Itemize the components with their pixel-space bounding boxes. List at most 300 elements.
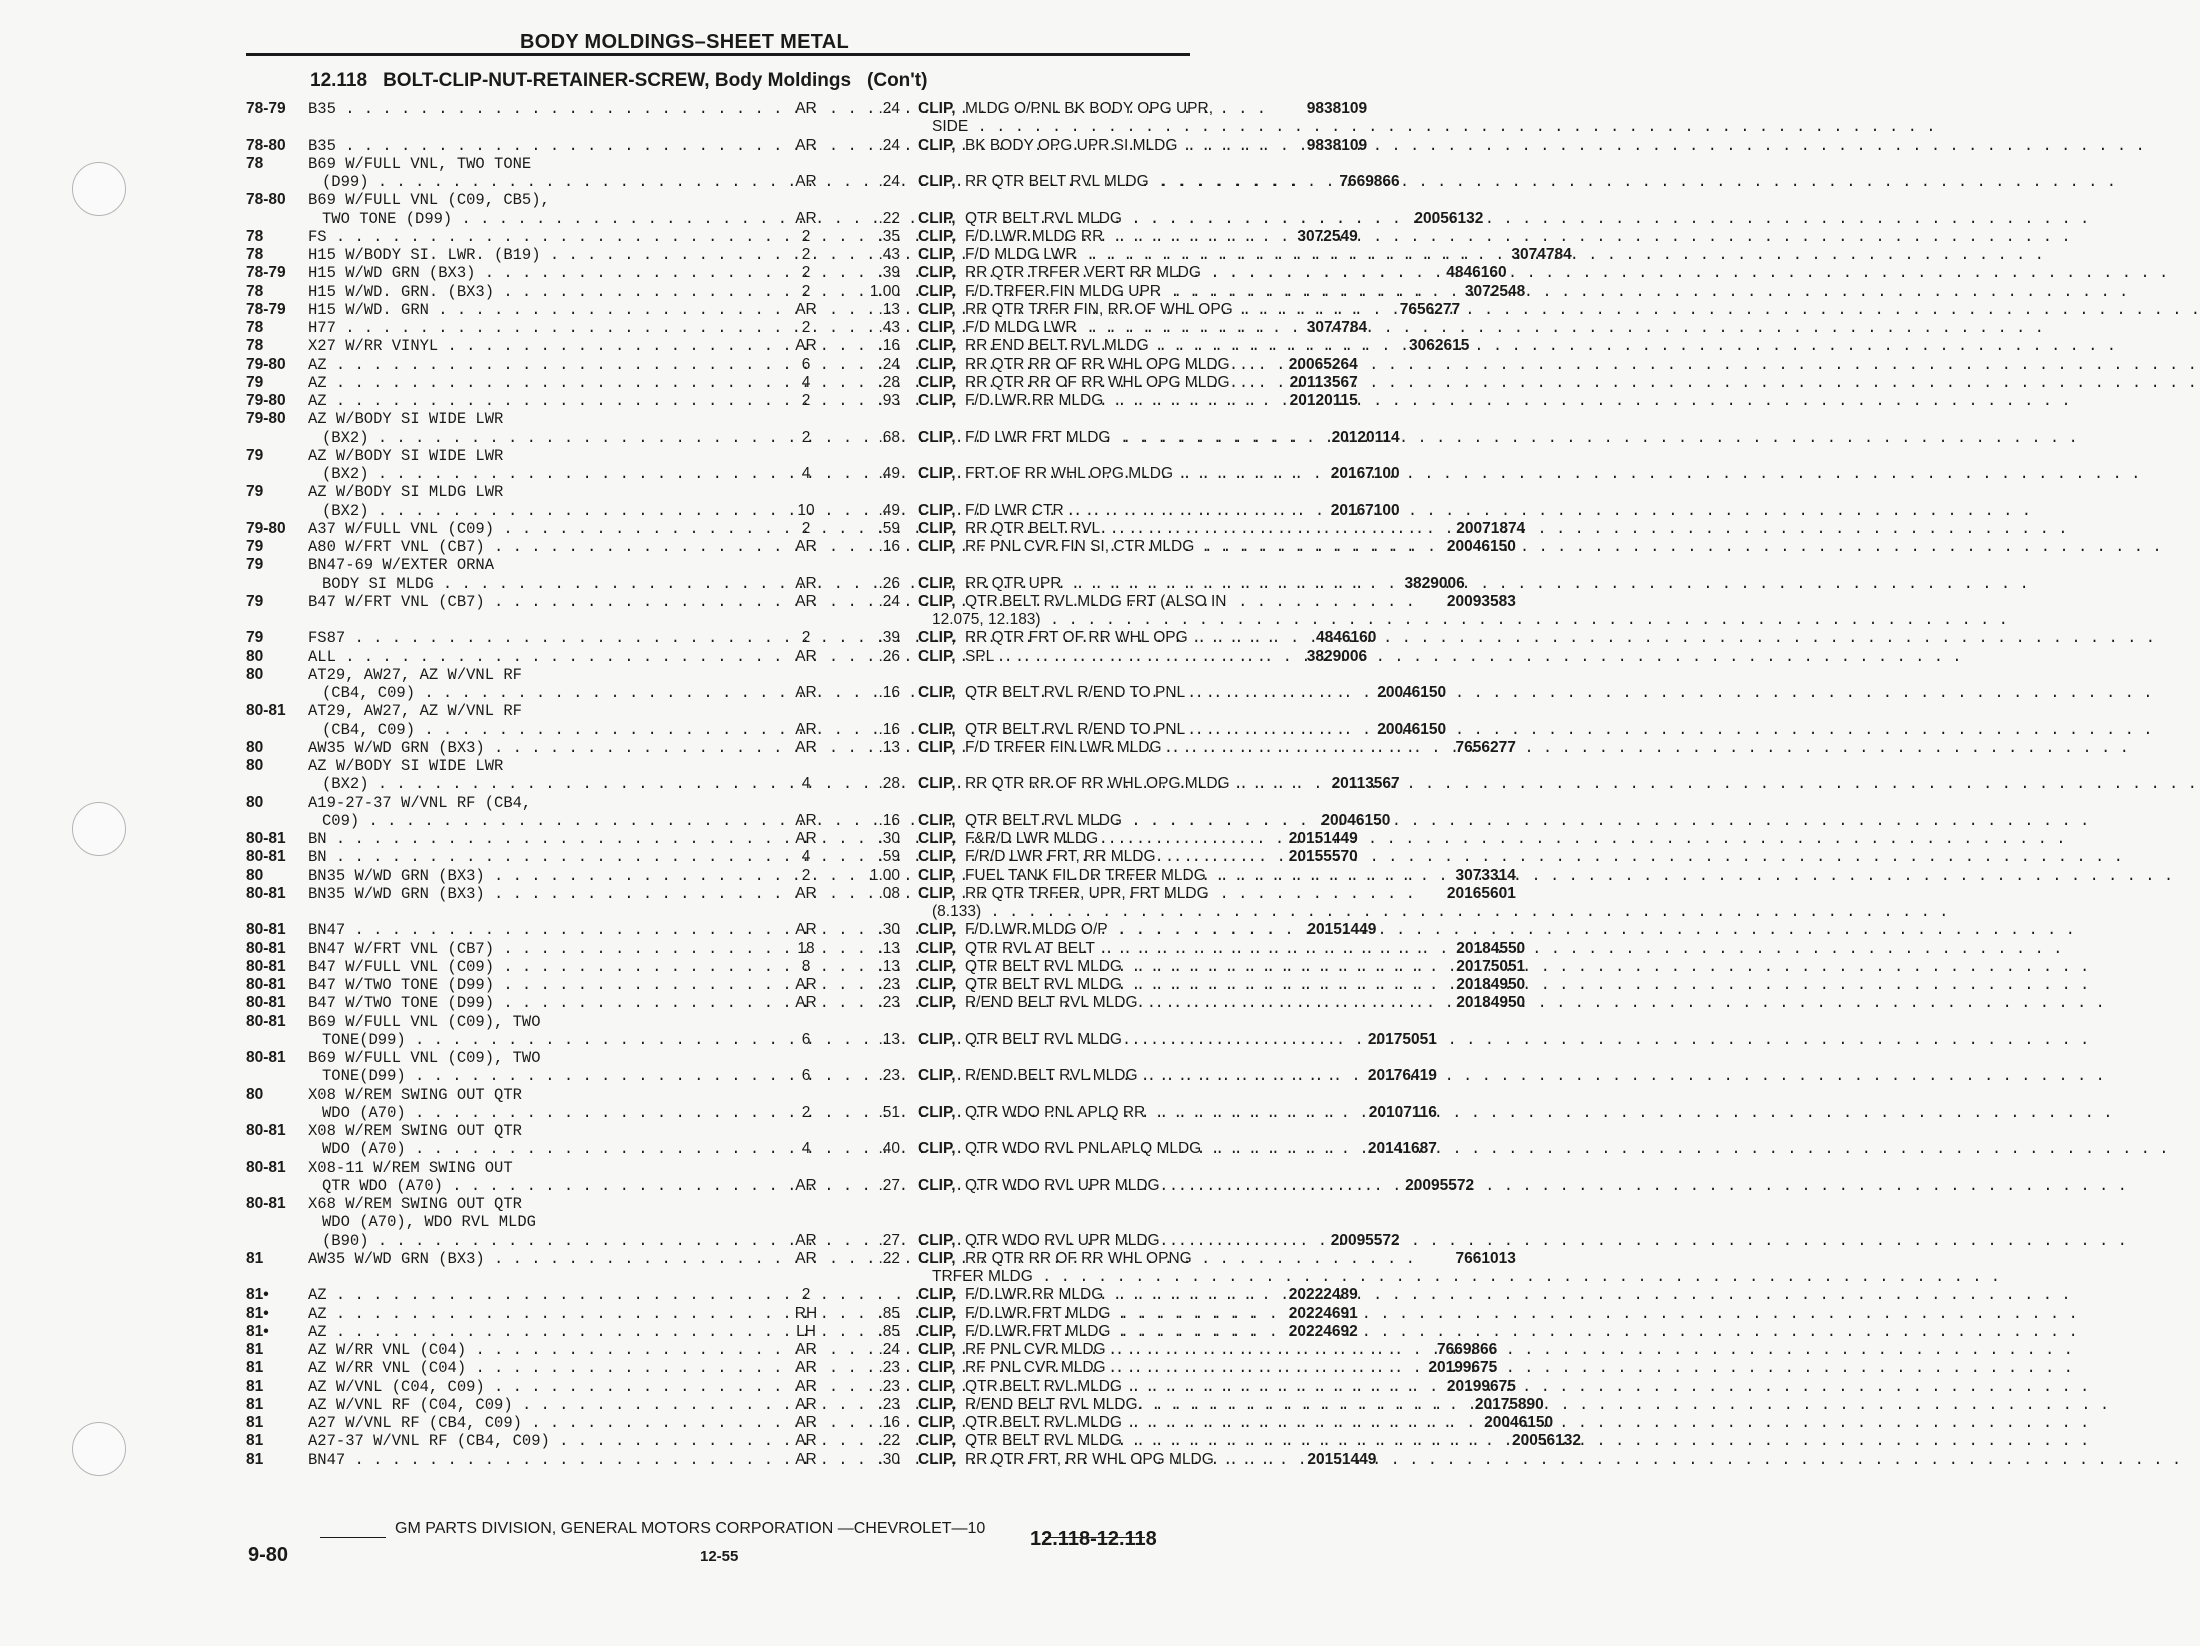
model-year: 81 bbox=[246, 1432, 264, 1450]
parts-row bbox=[246, 702, 1447, 739]
quantity: 2 bbox=[801, 264, 811, 282]
group-heading bbox=[310, 70, 927, 92]
group-title: BOLT-CLIP-NUT-RETAINER-SCREW, Body Moldings bbox=[383, 70, 852, 91]
part-description: RR QTR RR OF RR WHL OPG MLDG bbox=[964, 775, 1230, 793]
clip-label: CLIP, bbox=[918, 209, 956, 227]
price: .43 bbox=[878, 246, 900, 263]
quantity: AR bbox=[795, 538, 817, 555]
part-number: 7661013 bbox=[1455, 1249, 1516, 1267]
description-cell bbox=[918, 994, 1190, 1012]
parts-row bbox=[246, 519, 1526, 538]
clip-label: CLIP, bbox=[918, 392, 956, 409]
part-number: 4846160 bbox=[1446, 264, 1507, 282]
part-description: QTR RVL AT BELT bbox=[964, 939, 1096, 957]
model-application: AZ W/BODY SI WIDE LWR bbox=[308, 446, 504, 465]
model-application: AZ W/BODY SI MLDG LWR bbox=[308, 483, 504, 502]
part-number: 20175890 bbox=[1474, 1395, 1544, 1413]
quantity: AR bbox=[795, 337, 817, 355]
model-application: (BX2) . . . bbox=[308, 502, 1299, 520]
part-description: QTR BELT RVL MLDG bbox=[964, 1432, 1122, 1450]
parts-row bbox=[246, 738, 1516, 757]
quantity: AR bbox=[795, 1231, 817, 1249]
parts-row bbox=[246, 136, 1368, 155]
clip-label: CLIP, bbox=[918, 775, 956, 793]
model-application: AW35 W/WD GRN (BX3) . . . bbox=[308, 1250, 1415, 1268]
model-application: B47 W/TWO TONE (D99) . . . bbox=[308, 994, 1424, 1012]
model-year: 80-81 bbox=[246, 921, 286, 939]
model-year: 80-81 bbox=[246, 1122, 286, 1139]
model-year: 78-80 bbox=[246, 191, 286, 209]
model-application: AZ . . . bbox=[308, 1286, 1257, 1304]
model-year: 79 bbox=[246, 373, 264, 391]
part-description: FUEL TANK FIL DR TRFER MLDG bbox=[964, 866, 1206, 884]
clip-label: CLIP, bbox=[918, 373, 956, 391]
part-description: RR QTR TRFR FIN, RR OF WHL OPG bbox=[964, 300, 1233, 318]
part-description: RR QTR FRT, RR WHL OPG MLDG bbox=[964, 1450, 1214, 1468]
price: .22 bbox=[878, 1432, 900, 1450]
parts-row bbox=[246, 355, 1358, 374]
quantity: AR bbox=[795, 136, 817, 154]
model-application: X68 W/REM SWING OUT QTR bbox=[308, 1195, 522, 1213]
part-description: QTR BELT RVL MLDG bbox=[964, 1414, 1122, 1431]
part-description: RF PNL CVR MLDG bbox=[964, 1359, 1106, 1377]
quantity: 4 bbox=[801, 775, 811, 793]
part-number: 20095572 bbox=[1330, 1231, 1400, 1249]
part-number: 4846160 bbox=[1316, 629, 1377, 647]
part-description: F/D TRFER FIN LWR MLDG bbox=[964, 738, 1162, 756]
description-cell bbox=[918, 684, 1190, 702]
parts-table bbox=[246, 100, 1581, 1469]
part-description: QTR BELT RVL MLDG bbox=[964, 957, 1122, 975]
clip-label: CLIP, bbox=[918, 465, 956, 482]
description-cell bbox=[918, 337, 1190, 355]
price: .13 bbox=[878, 1030, 900, 1048]
model-year: 80-81 bbox=[246, 939, 286, 957]
clip-label: CLIP, bbox=[918, 1304, 956, 1322]
model-year: 81 bbox=[246, 1341, 264, 1358]
price: .16 bbox=[878, 337, 900, 355]
group-suffix: (Con't) bbox=[867, 70, 928, 91]
description-cell bbox=[918, 629, 1190, 647]
model-application: X08 W/REM SWING OUT QTR bbox=[308, 1085, 522, 1104]
clip-label: CLIP, bbox=[918, 1140, 956, 1158]
model-year: 80 bbox=[246, 793, 264, 811]
part-number: 20046150 bbox=[1321, 811, 1391, 829]
parts-row bbox=[246, 446, 1400, 484]
parts-row bbox=[246, 921, 1377, 940]
quantity: AR bbox=[795, 1176, 817, 1194]
model-application: AZ . . . bbox=[308, 1305, 1257, 1323]
part-description: RR QTR BELT RVL MLDG bbox=[964, 173, 1149, 190]
description-cell bbox=[918, 830, 1190, 848]
part-number: 7656277 bbox=[1399, 300, 1461, 318]
clip-label: CLIP, bbox=[918, 501, 956, 519]
part-description: MLDG O/PNL BK BODY OPG UPR, bbox=[964, 100, 1213, 117]
model-year: 79 bbox=[246, 446, 264, 464]
price: .13 bbox=[878, 939, 900, 957]
part-number: 20184950 bbox=[1456, 976, 1526, 993]
part-description: TRFER MLDG bbox=[932, 1268, 1033, 1285]
model-application: B35 . . . bbox=[308, 100, 1266, 118]
parts-row bbox=[246, 1195, 1400, 1250]
parts-row bbox=[246, 1158, 1475, 1196]
part-description: RR QTR TRFER VERT RR MLDG bbox=[964, 264, 1201, 282]
clip-label: CLIP, bbox=[918, 1395, 956, 1413]
price: .24 bbox=[878, 173, 900, 190]
parts-row bbox=[246, 1286, 1358, 1305]
model-application: TONE(D99) . . . bbox=[308, 1031, 1336, 1049]
model-year: 78-80 bbox=[246, 136, 286, 154]
price: .39 bbox=[878, 629, 900, 647]
quantity: AR bbox=[795, 684, 817, 701]
model-year: 78-79 bbox=[246, 100, 286, 117]
model-application: BN . . . bbox=[308, 830, 1257, 848]
price: .59 bbox=[878, 848, 900, 866]
parts-row bbox=[246, 246, 1572, 264]
price: .23 bbox=[878, 1377, 900, 1395]
quantity: AR bbox=[795, 811, 817, 829]
clip-label: CLIP, bbox=[918, 1322, 956, 1340]
model-year: 81• bbox=[246, 1286, 269, 1304]
model-year: 78 bbox=[246, 154, 264, 172]
parts-row bbox=[246, 100, 1368, 137]
model-year: 80-81 bbox=[246, 702, 286, 720]
price: .08 bbox=[878, 884, 900, 902]
clip-label: CLIP, bbox=[918, 337, 956, 355]
model-year: 78 bbox=[246, 282, 264, 300]
quantity: AR bbox=[795, 1377, 817, 1395]
part-description: QTR BELT RVL MLDG bbox=[964, 811, 1122, 829]
model-application: X27 W/RR VINYL . . . bbox=[308, 337, 1368, 355]
model-year: 81 bbox=[246, 1377, 264, 1395]
part-number: 20155570 bbox=[1288, 848, 1358, 866]
price: .51 bbox=[878, 1103, 900, 1121]
parts-row bbox=[246, 629, 1377, 648]
quantity: LH bbox=[796, 1322, 816, 1340]
description-cell bbox=[918, 866, 1206, 885]
clip-label: CLIP, bbox=[918, 592, 956, 610]
part-number: 20199675 bbox=[1428, 1359, 1498, 1377]
description-cell bbox=[918, 137, 1190, 155]
parts-row bbox=[246, 1085, 1437, 1123]
clip-label: CLIP, bbox=[918, 227, 956, 245]
price: .24 bbox=[878, 355, 900, 373]
parts-row bbox=[246, 848, 1358, 867]
quantity: 6 bbox=[801, 1067, 811, 1085]
quantity: AR bbox=[795, 738, 817, 756]
model-application: AZ W/RR VNL (C04) . . . bbox=[308, 1359, 1396, 1377]
model-application: AZ W/VNL (C04, C09) . . . bbox=[308, 1378, 1415, 1396]
model-year: 79 bbox=[246, 483, 264, 501]
model-application: A80 W/FRT VNL (CB7) . . . bbox=[308, 538, 1415, 556]
price: .16 bbox=[878, 684, 900, 701]
model-year: 81 bbox=[246, 1414, 264, 1431]
quantity: AR bbox=[795, 1395, 817, 1413]
part-number: 3062615 bbox=[1409, 337, 1470, 355]
parts-row bbox=[246, 939, 1526, 958]
clip-label: CLIP, bbox=[918, 300, 956, 318]
parts-row bbox=[246, 793, 1391, 831]
parts-row bbox=[246, 1122, 1437, 1159]
part-description: RR QTR TRFER, UPR, FRT MLDG bbox=[964, 884, 1209, 902]
part-description: QTR WDO RVL UPR MLDG bbox=[964, 1176, 1160, 1194]
model-year: 80-81 bbox=[246, 884, 286, 902]
model-application: BN47 . . . bbox=[308, 1451, 1275, 1469]
quantity: AR bbox=[795, 976, 817, 993]
model-application: AW35 W/WD GRN (BX3) . . . bbox=[308, 739, 1415, 757]
clip-label: CLIP, bbox=[918, 173, 956, 190]
part-description: F/D LWR MLDG RR bbox=[964, 227, 1104, 245]
quantity: 2 bbox=[801, 1286, 811, 1304]
parts-row bbox=[246, 592, 1516, 630]
parts-row bbox=[246, 866, 1516, 885]
part-description: F/D LWR CTR bbox=[964, 501, 1064, 519]
price: .49 bbox=[878, 501, 900, 519]
model-year: 78-79 bbox=[246, 300, 286, 318]
quantity: 8 bbox=[801, 957, 811, 975]
quantity: AR bbox=[795, 1249, 817, 1267]
part-description: QTR BELT RVL R/END TO PNL bbox=[964, 684, 1186, 701]
quantity: 2 bbox=[801, 1103, 811, 1121]
price: .30 bbox=[878, 1450, 900, 1468]
part-description: RR QTR RR OF RR WHL OPG MLDG bbox=[964, 355, 1230, 373]
quantity: AR bbox=[795, 173, 817, 190]
model-application: TONE(D99) . . . bbox=[308, 1067, 1336, 1085]
model-year: 80-81 bbox=[246, 1049, 286, 1066]
description-cell bbox=[918, 775, 1230, 793]
quantity: AR bbox=[795, 592, 817, 610]
model-application: TWO TONE (D99) . . . bbox=[308, 210, 1382, 228]
clip-label: CLIP, bbox=[918, 629, 956, 647]
model-application: B47 W/FULL VNL (C09) . . . bbox=[308, 958, 1424, 976]
clip-label: CLIP, bbox=[918, 519, 956, 537]
quantity: 18 bbox=[797, 939, 815, 957]
price: .27 bbox=[878, 1231, 900, 1249]
model-application: AZ . . . bbox=[308, 374, 1257, 392]
part-description: QTR WDO PNL APLQ RR bbox=[964, 1103, 1146, 1121]
part-number: 7656277 bbox=[1455, 738, 1516, 756]
parts-row bbox=[246, 227, 1358, 246]
clip-label: CLIP, bbox=[918, 319, 956, 336]
part-number: 9838109 bbox=[1306, 136, 1368, 154]
model-year: 78 bbox=[246, 337, 264, 355]
price: .27 bbox=[878, 1176, 900, 1194]
model-application: AT29, AW27, AZ W/VNL RF bbox=[308, 665, 522, 684]
model-application: B69 W/FULL VNL (C09, CB5), bbox=[308, 191, 550, 210]
price: .30 bbox=[878, 921, 900, 939]
model-application: AZ . . . bbox=[308, 356, 1257, 374]
clip-label: CLIP, bbox=[918, 136, 956, 154]
model-year: 80-81 bbox=[246, 1158, 286, 1176]
model-year: 79-80 bbox=[246, 519, 286, 537]
model-application: A37 W/FULL VNL (C09) . . . bbox=[308, 520, 1424, 538]
price: .40 bbox=[878, 1140, 900, 1158]
price: .28 bbox=[878, 775, 900, 793]
description-cell bbox=[918, 538, 1195, 556]
clip-label: CLIP, bbox=[918, 246, 956, 263]
part-number: 3072549 bbox=[1297, 227, 1358, 245]
description-cell bbox=[918, 392, 1190, 410]
part-number: 20175051 bbox=[1367, 1030, 1437, 1048]
price: .23 bbox=[878, 1395, 900, 1413]
clip-label: CLIP, bbox=[918, 1450, 956, 1468]
part-number: 20071874 bbox=[1456, 519, 1526, 537]
part-description: QTR BELT RVL MLDG bbox=[964, 209, 1122, 227]
model-application: BN47 W/FRT VNL (CB7) . . . bbox=[308, 940, 1424, 958]
price: .16 bbox=[878, 811, 900, 829]
model-year: 79-80 bbox=[246, 392, 286, 409]
parts-row bbox=[246, 337, 1470, 356]
clip-label: CLIP, bbox=[918, 720, 956, 738]
part-description: RR END BELT RVL MLDG bbox=[964, 337, 1149, 355]
price: .23 bbox=[878, 976, 900, 993]
price: .30 bbox=[878, 830, 900, 847]
parts-row bbox=[246, 1450, 1377, 1469]
description-cell bbox=[918, 100, 1213, 137]
price: .28 bbox=[878, 373, 900, 391]
model-year: 80-81 bbox=[246, 848, 286, 866]
clip-label: CLIP, bbox=[918, 1231, 956, 1249]
description-cell bbox=[918, 940, 1190, 958]
model-application: AZ W/VNL RF (C04, C09) . . . bbox=[308, 1396, 1443, 1414]
clip-label: CLIP, bbox=[918, 866, 956, 884]
part-number: 3829006 bbox=[1404, 574, 1465, 592]
description-cell bbox=[918, 1323, 1190, 1341]
part-description: (8.133) bbox=[932, 903, 982, 920]
parts-row bbox=[246, 264, 1507, 283]
part-description: F/D LWR FRT MLDG bbox=[964, 1322, 1111, 1340]
quantity: AR bbox=[795, 209, 817, 227]
model-application: H15 W/BODY SI. LWR. (B19) . . . bbox=[308, 246, 1471, 264]
quantity: 2 bbox=[801, 866, 811, 884]
description-cell bbox=[918, 1031, 1190, 1049]
parts-row bbox=[246, 1304, 1358, 1323]
description-cell bbox=[918, 373, 1230, 392]
model-application: AZ W/BODY SI WIDE LWR bbox=[308, 757, 504, 775]
price: .93 bbox=[878, 392, 900, 409]
parts-row bbox=[246, 976, 1526, 994]
model-year: 78 bbox=[246, 319, 264, 336]
description-cell bbox=[918, 355, 1230, 374]
description-cell bbox=[918, 812, 1190, 830]
model-year: 80-81 bbox=[246, 1195, 286, 1212]
parts-row bbox=[246, 647, 1368, 666]
part-number: 3074784 bbox=[1306, 319, 1368, 336]
quantity: 4 bbox=[801, 373, 811, 391]
model-year: 81 bbox=[246, 1395, 264, 1413]
clip-label: CLIP, bbox=[918, 1103, 956, 1121]
clip-label: CLIP, bbox=[918, 830, 956, 847]
model-application: (BX2) . . . bbox=[308, 465, 1299, 483]
part-description: F/R/D LWR FRT, RR MLDG bbox=[964, 848, 1156, 866]
model-year: 80-81 bbox=[246, 1012, 286, 1030]
clip-label: CLIP, bbox=[918, 1414, 956, 1431]
part-number: 20199675 bbox=[1446, 1377, 1516, 1395]
model-application: WDO (A70) . . . bbox=[308, 1104, 1336, 1122]
description-cell bbox=[918, 465, 1190, 483]
part-description: F/D LWR FRT MLDG bbox=[964, 428, 1111, 446]
clip-label: CLIP, bbox=[918, 1377, 956, 1395]
quantity: 2 bbox=[801, 246, 811, 263]
quantity: 4 bbox=[801, 465, 811, 482]
parts-row bbox=[246, 1359, 1498, 1378]
description-cell bbox=[918, 1359, 1190, 1377]
model-application: (CB4, C09) . . . bbox=[308, 721, 1345, 739]
part-description: QTR WDO RVL PNL APLQ MLDG bbox=[964, 1140, 1202, 1158]
description-cell bbox=[918, 1378, 1190, 1396]
description-cell bbox=[918, 648, 1190, 666]
part-number: 3074784 bbox=[1511, 246, 1572, 263]
parts-row bbox=[246, 392, 1358, 410]
description-cell bbox=[918, 1341, 1190, 1359]
description-cell bbox=[918, 1140, 1202, 1158]
price: .23 bbox=[878, 1067, 900, 1085]
model-application: A19-27-37 W/VNL RF (CB4, bbox=[308, 793, 532, 812]
price: .13 bbox=[878, 957, 900, 975]
price: .26 bbox=[878, 647, 900, 665]
part-description: SPL bbox=[964, 647, 995, 665]
parts-row bbox=[246, 1414, 1554, 1432]
clip-label: CLIP, bbox=[918, 939, 956, 957]
parts-row bbox=[246, 191, 1484, 228]
parts-row bbox=[246, 1395, 1544, 1414]
clip-label: CLIP, bbox=[918, 738, 956, 756]
part-description: R/END BELT RVL MLDG. bbox=[964, 1395, 1142, 1413]
clip-label: CLIP, bbox=[918, 957, 956, 975]
footer-page-number: 12-55 bbox=[700, 1548, 739, 1565]
part-description: F/D MLDG LWR bbox=[964, 319, 1077, 336]
price: .13 bbox=[878, 738, 900, 756]
parts-row bbox=[246, 483, 1400, 520]
clip-label: CLIP, bbox=[918, 684, 956, 701]
model-year: 80 bbox=[246, 1085, 264, 1103]
quantity: 2 bbox=[801, 319, 811, 336]
quantity: AR bbox=[795, 1341, 817, 1358]
description-cell bbox=[918, 1305, 1190, 1323]
footer-group-range: 12.118-12.118 bbox=[1030, 1528, 1157, 1550]
price: .85 bbox=[878, 1322, 900, 1340]
price: .24 bbox=[878, 1341, 900, 1358]
clip-label: CLIP, bbox=[918, 976, 956, 993]
model-year: 78 bbox=[246, 246, 264, 263]
clip-label: CLIP, bbox=[918, 1286, 956, 1304]
parts-row bbox=[246, 994, 1526, 1013]
quantity: AR bbox=[795, 1432, 817, 1450]
clip-label: CLIP, bbox=[918, 264, 956, 282]
part-number: 20093583 bbox=[1446, 592, 1516, 610]
model-application: (BX2) . . . bbox=[308, 429, 1299, 447]
clip-label: CLIP, bbox=[918, 884, 956, 902]
quantity: AR bbox=[795, 720, 817, 738]
part-number: 20175051 bbox=[1456, 957, 1526, 975]
model-year: 79 bbox=[246, 556, 264, 574]
quantity: 2 bbox=[801, 282, 811, 300]
price: .68 bbox=[878, 428, 900, 446]
parts-row bbox=[246, 757, 1400, 794]
quantity: AR bbox=[795, 300, 817, 318]
price: .16 bbox=[878, 538, 900, 555]
part-description: QTR WDO RVL UPR MLDG bbox=[964, 1231, 1160, 1249]
model-year: 79-80 bbox=[246, 355, 286, 373]
model-year: 80 bbox=[246, 647, 264, 665]
parts-row bbox=[246, 556, 1465, 593]
price: .85 bbox=[878, 1304, 900, 1322]
clip-label: CLIP, bbox=[918, 1341, 956, 1358]
model-year: 80 bbox=[246, 757, 264, 774]
model-application: X08-11 W/REM SWING OUT bbox=[308, 1158, 513, 1177]
part-number: 20065264 bbox=[1288, 355, 1358, 373]
quantity: AR bbox=[795, 647, 817, 665]
